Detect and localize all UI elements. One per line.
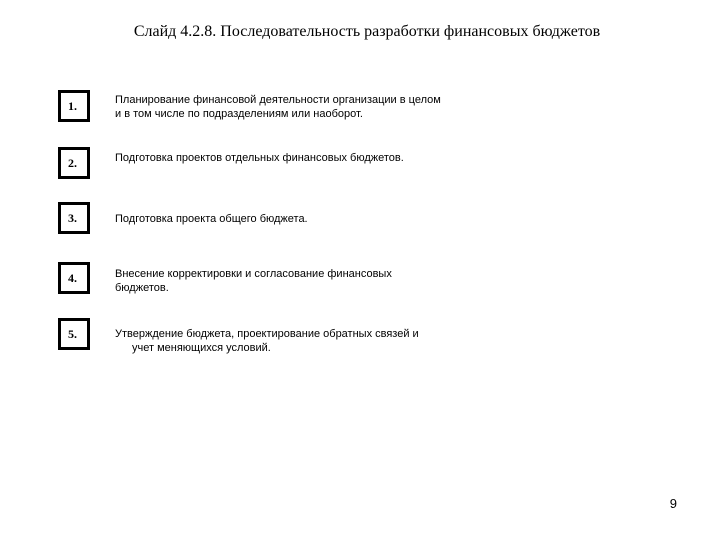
step-text-line: Внесение корректировки и согласование финансовых — [115, 268, 392, 280]
step-text-line: бюджетов. — [115, 282, 169, 294]
step-description — [115, 327, 495, 355]
step-text-line: Подготовка проектов отдельных финансовых бюджетов. — [115, 152, 404, 164]
step-number-box: 5. — [58, 318, 90, 350]
step-description — [115, 93, 495, 121]
step-number-box: 3. — [58, 202, 90, 234]
step-description — [115, 267, 495, 295]
page-number: 9 — [669, 496, 677, 511]
step-number-box: 4. — [58, 262, 90, 294]
step-text-line: Утверждение бюджета, проектирование обратных связей и — [115, 328, 419, 340]
step-text-line: Планирование финансовой деятельности организации в целом — [115, 94, 441, 106]
step-description — [115, 151, 495, 165]
slide-title: Слайд 4.2.8. Последовательность разработки финансовых бюджетов — [133, 23, 601, 40]
step-number-box: 2. — [58, 147, 90, 179]
step-text-line: Подготовка проекта общего бюджета. — [115, 213, 308, 225]
step-text-line: учет меняющихся условий. — [132, 342, 271, 354]
step-text-line: и в том числе по подразделениям или наоборот. — [115, 108, 363, 120]
step-description — [115, 212, 495, 226]
step-number-box: 1. — [58, 90, 90, 122]
